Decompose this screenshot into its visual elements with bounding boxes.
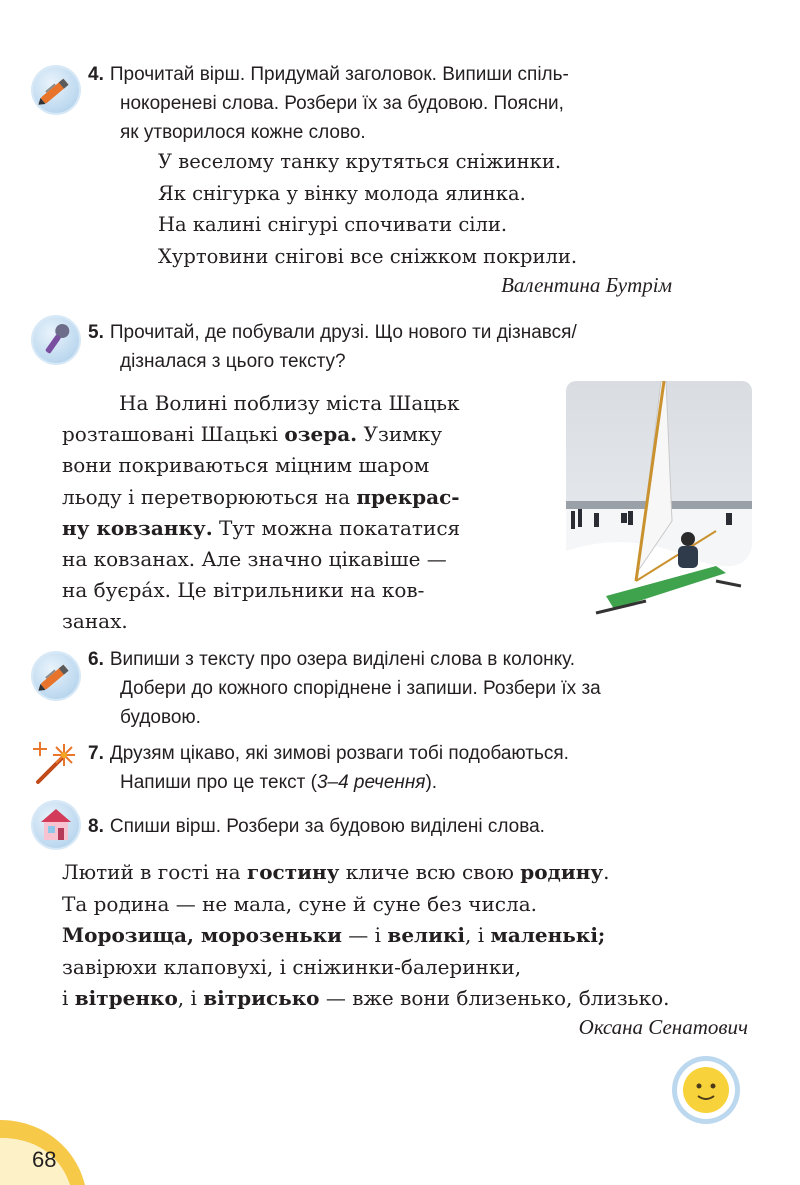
task-5-text: На Волині поблизу міста Шацьк розташовані Шацькі озера. Узимку вони покриваються міцним шаром льоду і перетворюються на прекрас- ну ковзанку. Тут можна покататися на ковзанах. Але значно цікавіше — на буєра́х. Це вітрильники на ков- занах.: [62, 391, 461, 634]
poem-line: На калині снігурі спочивати сіли.: [158, 213, 508, 236]
task-4-instructions: 4. Прочитай вірш. Придумай заголовок. Випиши спіль- нокореневі слова. Розбери їх за будовою. Поясни, як утворилося кожне слово.: [88, 64, 569, 143]
page-number: 68: [32, 1147, 57, 1172]
ice-yacht-photo: [566, 381, 752, 631]
task-8-poem: Лютий в гості на гостину кличе всю свою родину. Та родина — не мала, суне й суне без числа. Морозища, морозеньки — і великі, і маленькі; завірюхи клаповухі, і сніжинки-балеринки, і вітренко, і вітрисько — вже вони близенько, близько.: [62, 860, 670, 1010]
task-6-instructions: 6. Випиши з тексту про озера виділені слова в колонку. Добери до кожного споріднене і запиши. Розбери їх за будовою.: [88, 649, 601, 728]
task-4-number: 4.: [88, 64, 104, 85]
task-4-poem: [158, 146, 577, 272]
smiley-sun-icon: [670, 1054, 742, 1126]
house-icon: [33, 802, 79, 848]
task-7-number: 7.: [88, 743, 104, 764]
task-7-instructions: 7. Друзям цікаво, які зимові розваги тобі подобаються. Напиши про це текст (3–4 речення).: [88, 743, 569, 793]
task-5-number: 5.: [88, 322, 104, 343]
poem-line: Як снігурка у вінку молода ялинка.: [158, 181, 526, 205]
microphone-icon: [33, 317, 79, 363]
pen-icon: [33, 653, 79, 699]
task-6-number: 6.: [88, 649, 104, 670]
task-4-author: Валентина Бутрім: [501, 273, 672, 297]
pen-icon: [33, 67, 79, 113]
magic-wand-icon: [30, 736, 82, 786]
task-8-author: Оксана Сенатович: [578, 1015, 748, 1039]
task-5-instructions: 5. Прочитай, де побували друзі. Що нового ти дізнався/ дізналася з цього тексту?: [88, 322, 577, 372]
poem-line: Хуртовини снігові все сніжком покрили.: [158, 244, 578, 268]
task-8-number: 8.: [88, 816, 104, 837]
poem-line: У веселому танку крутяться сніжинки.: [158, 150, 562, 173]
task-8-instructions: 8. Спиши вірш. Розбери за будовою виділені слова.: [88, 816, 545, 837]
